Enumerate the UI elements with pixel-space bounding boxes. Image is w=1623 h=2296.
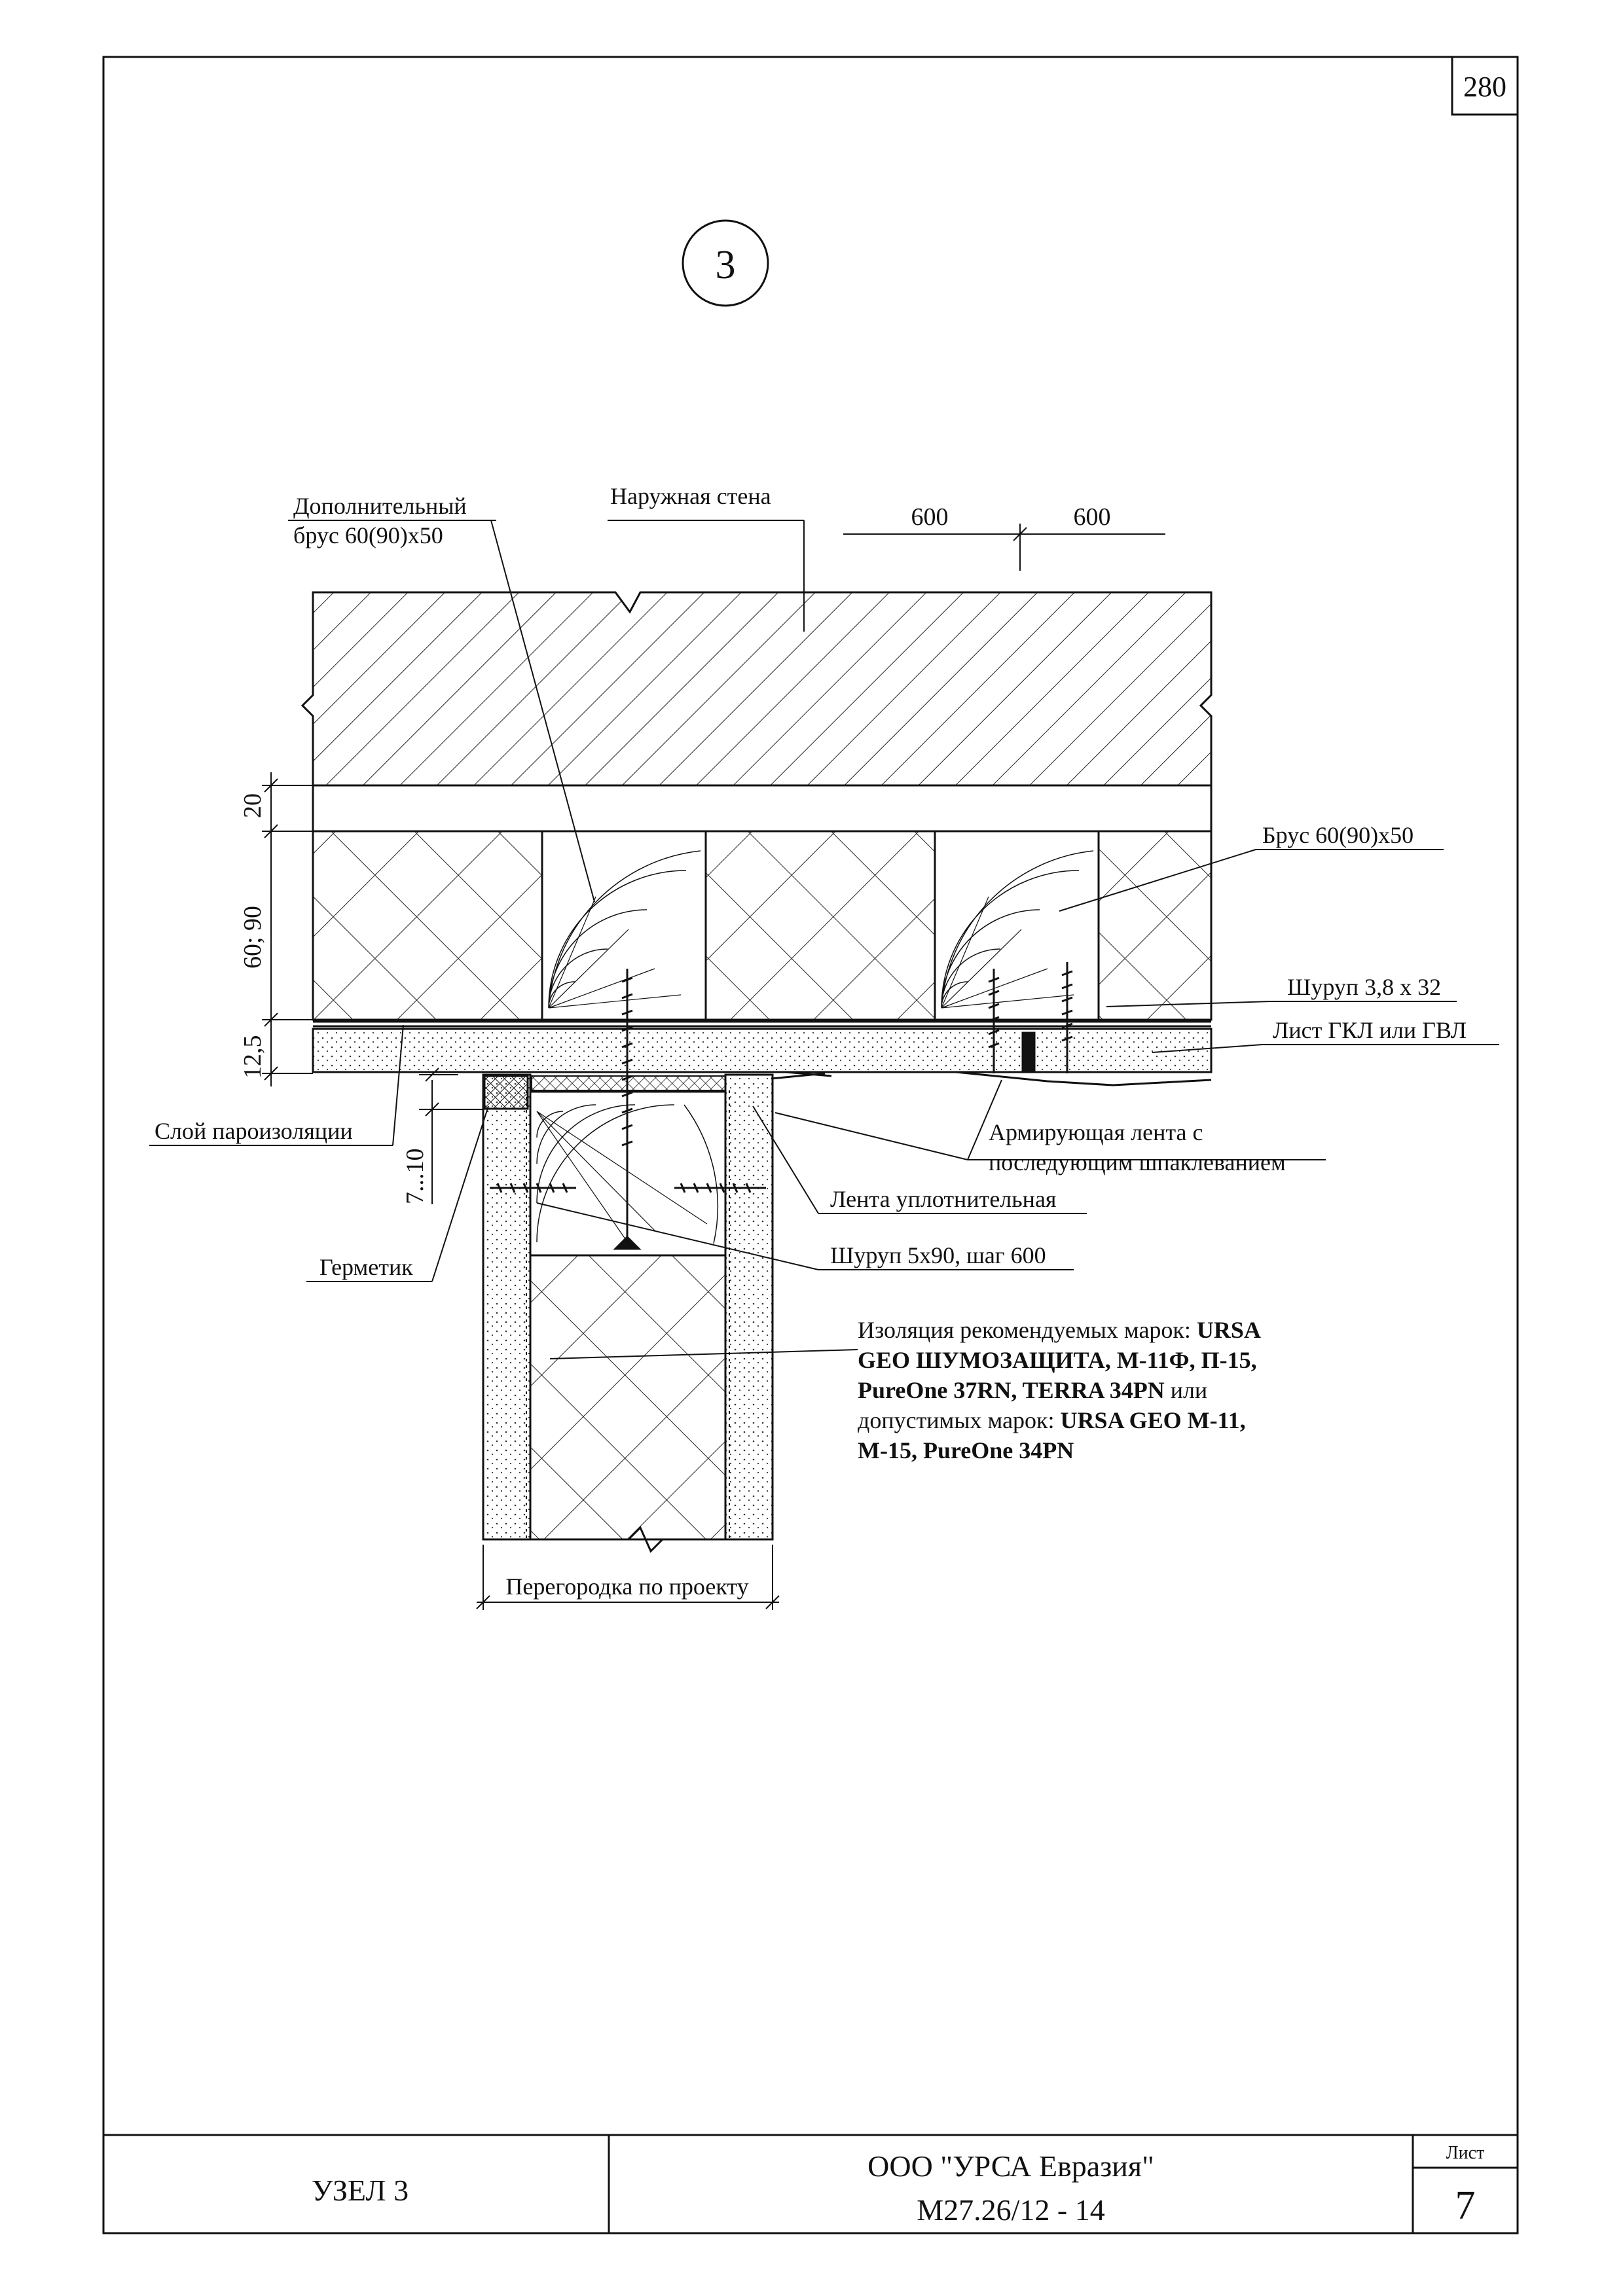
beam-label: Брус 60(90)х50 <box>1262 822 1414 848</box>
sheet-label: Лист <box>1446 2143 1485 2163</box>
svg-text:PureOne 37RN, TERRA 34PN или: PureOne 37RN, TERRA 34PN или <box>858 1377 1208 1403</box>
reinforcing-tape-label-1: Армирующая лента с <box>989 1119 1203 1145</box>
outer-wall <box>302 592 1211 785</box>
air-gap <box>313 785 1211 831</box>
dim-7-10: 7...10 <box>401 1148 429 1204</box>
reinforcing-tape <box>956 1072 1211 1085</box>
svg-text:M-15, PureOne 34PN: M-15, PureOne 34PN <box>858 1437 1074 1463</box>
screw-small-label: Шуруп 3,8 х 32 <box>1287 974 1442 1000</box>
gkl-sheet <box>313 1029 1211 1072</box>
dim-600-right: 600 <box>1073 503 1111 531</box>
sheet-value: 7 <box>1455 2183 1476 2228</box>
dim-20: 20 <box>239 793 266 818</box>
extra-beam-label-1: Дополнительный <box>293 493 467 519</box>
dim-12-5: 12,5 <box>239 1035 266 1079</box>
beam <box>935 831 1099 1020</box>
sealing-tape-label: Лента уплотнительная <box>830 1186 1057 1212</box>
svg-text:GEO ШУМОЗАЩИТА, М-11Ф, П-15,: GEO ШУМОЗАЩИТА, М-11Ф, П-15, <box>858 1347 1257 1373</box>
extra-beam <box>542 831 706 1020</box>
doc-code: М27.26/12 - 14 <box>917 2193 1105 2227</box>
partition-label: Перегородка по проекту <box>505 1573 749 1600</box>
sheet-number: 280 <box>1463 71 1506 103</box>
reinforcing-tape-label-2: последующим шпаклеванием <box>989 1149 1286 1175</box>
insulation-note <box>858 1317 1261 1463</box>
sealant-block <box>484 1076 528 1109</box>
node-title: УЗЕЛ 3 <box>311 2174 409 2207</box>
horizontal-dimension-600 <box>843 524 1165 571</box>
dim-60-90: 60; 90 <box>239 905 266 969</box>
screw-large-label: Шуруп 5х90, шаг 600 <box>830 1242 1046 1268</box>
svg-text:допустимых марок: URSA GEO M-1: допустимых марок: URSA GEO M-11, <box>858 1407 1246 1433</box>
sealant-label: Герметик <box>319 1254 413 1280</box>
node-mark: 3 <box>715 243 736 287</box>
svg-text:Изоляция рекомендуемых марок:: Изоляция рекомендуемых марок: URSA <box>858 1317 1261 1343</box>
vapor-barrier-label: Слой пароизоляции <box>155 1118 353 1144</box>
company-name: ООО "УРСА Евразия" <box>867 2149 1154 2183</box>
dim-600-left: 600 <box>911 503 949 531</box>
outer-wall-label: Наружная стена <box>610 483 771 509</box>
extra-beam-label-2: брус 60(90)х50 <box>293 522 443 548</box>
gkl-sheet-label: Лист ГКЛ или ГВЛ <box>1273 1017 1467 1043</box>
